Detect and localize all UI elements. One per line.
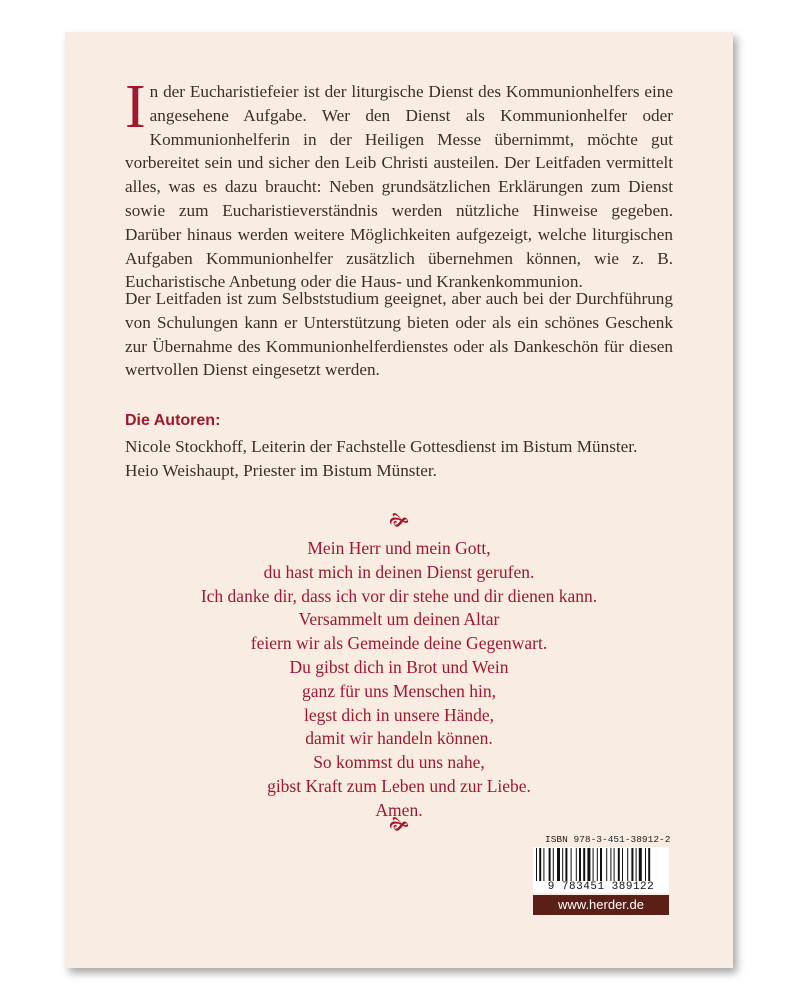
intro-text: n der Eucharistiefeier ist der liturgische Dienst des Kommunionhelfers eine angesehene Aufgabe. Wer den Dienst als Kommunionhelfer oder Kommunionhelferin in der Heiligen Messe übernimmt, möchte gut vorbereitet sein und sicher den Leib Christi austeilen. Der Leitfaden vermittelt alles, was es dazu braucht: Neben grundsätzlichen Erklärungen zum Dienst sowie zum Eucharistieverständnis werden nützliche Hinweise gegeben. Darüber hinaus werden weitere Möglichkeiten aufgezeigt, welche liturgischen Aufgaben Kommunionhelfer zusätzlich übernehmen können, wie z. B. Eucharistische Anbetung oder die Haus- und Krankenkommunion.: [125, 82, 673, 292]
prayer-line: du hast mich in deinen Dienst gerufen.: [263, 561, 535, 582]
ornament-bottom-icon: 🙞: [389, 814, 409, 835]
isbn-label: ISBN 978-3-451-38912-2: [545, 834, 671, 845]
prayer-line: feiern wir als Gemeinde deine Gegenwart.: [250, 633, 548, 654]
author-line-1: Nicole Stockhoff, Leiterin der Fachstelle Gottesdienst im Bistum Münster.: [125, 437, 638, 456]
author-line-2: Heio Weishaupt, Priester im Bistum Münster.: [125, 461, 437, 480]
barcode-digits: 9 783451 389122: [533, 881, 669, 893]
prayer-line: gibst Kraft zum Leben und zur Liebe.: [267, 775, 531, 796]
prayer-line: ganz für uns Menschen hin,: [302, 680, 496, 701]
prayer-block: [65, 537, 733, 823]
prayer-line: So kommst du uns nahe,: [313, 752, 485, 773]
ornament-top-icon: 🙞: [389, 510, 409, 531]
publisher-website: www.herder.de: [533, 895, 669, 915]
prayer-line: legst dich in unsere Hände,: [303, 704, 494, 725]
book-back-cover: [65, 32, 733, 968]
prayer-line: Versammelt um deinen Altar: [298, 609, 500, 630]
prayer-line: Du gibst dich in Brot und Wein: [289, 656, 509, 677]
prayer-line: Amen.: [375, 799, 423, 820]
authors-heading: Die Autoren:: [125, 412, 221, 429]
prayer-line: Mein Herr und mein Gott,: [307, 538, 491, 558]
barcode: [533, 847, 669, 893]
drop-cap-letter: I: [125, 73, 146, 141]
second-paragraph: Der Leitfaden ist zum Selbststudium geeignet, aber auch bei der Durchführung von Schulungen kann er Unterstützung bieten oder als ein schönes Geschenk zur Übernahme des Kommunionhelferdienstes oder als Dankeschön für diesen wertvollen Dienst eingesetzt werden.: [125, 289, 673, 380]
intro-paragraph: [125, 73, 673, 294]
barcode-bars-icon: [533, 847, 669, 883]
prayer-line: damit wir handeln können.: [305, 728, 493, 749]
prayer-line: Ich danke dir, dass ich vor dir stehe und dir dienen kann.: [200, 585, 598, 606]
